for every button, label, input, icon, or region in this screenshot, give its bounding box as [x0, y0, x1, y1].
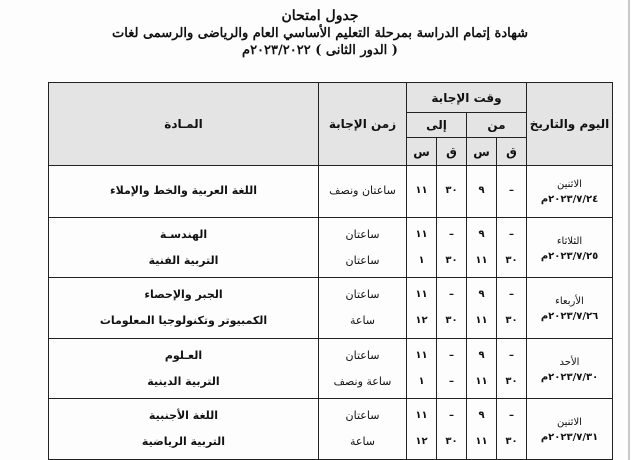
from-hour: ١١: [475, 254, 488, 266]
day-date-cell: [527, 166, 613, 218]
day-name: الأحد: [559, 356, 580, 368]
to-hour-cell: [407, 166, 437, 218]
exam-table-body: [49, 166, 613, 460]
from-hour-cell: [467, 217, 497, 278]
to-hour-cell: [407, 399, 437, 460]
answer-duration: ساعتان: [345, 409, 380, 423]
title-line-1: جدول امتحان: [281, 8, 359, 24]
from-minute: –: [509, 349, 514, 361]
exam-date: ٢٠٢٣/٧/٣١م: [540, 432, 599, 444]
to-minute: ٣٠: [445, 185, 458, 197]
subject-name: التربية الدينية: [147, 374, 220, 388]
to-minute-cell: [437, 278, 467, 339]
from-hour-cell: [467, 399, 497, 460]
from-minute-cell: [497, 278, 527, 339]
to-minute-cell: [437, 166, 467, 218]
answer-duration-cell: [319, 278, 407, 339]
from-hour-cell: [467, 338, 497, 399]
from-minute: –: [509, 410, 514, 422]
to-minute: ٣٠: [445, 254, 458, 266]
to-minute: –: [449, 349, 454, 361]
answer-duration: ساعتان: [345, 348, 380, 362]
title-line-2: شهادة إتمام الدراسة بمرحلة التعليم الأساسي العام والرياضى والرسمى لغات: [112, 26, 528, 41]
from-hour: ٩: [478, 289, 485, 301]
from-minute: ٣٠: [505, 254, 518, 266]
from-minute: –: [509, 289, 514, 301]
to-hour: ١: [418, 375, 425, 387]
answer-duration: ساعتان: [345, 253, 380, 267]
answer-duration: ساعة: [349, 435, 376, 449]
to-minute: ٣٠: [445, 436, 458, 448]
subject-name: الهندسـة: [159, 227, 208, 241]
answer-duration: ساعتان: [345, 227, 380, 241]
from-minute-cell: [497, 217, 527, 278]
to-hour: ١١: [415, 228, 428, 240]
to-minute: –: [449, 410, 454, 422]
header-duration: زمن الإجابة: [319, 83, 407, 166]
from-minute: –: [509, 185, 514, 197]
table-row: [49, 278, 613, 339]
from-minute-cell: [497, 338, 527, 399]
exam-date: ٢٠٢٣/٧/٣٠م: [540, 371, 599, 383]
from-hour: ٩: [478, 349, 485, 361]
from-hour: ١١: [475, 375, 488, 387]
answer-duration-cell: [319, 166, 407, 218]
to-minute-cell: [437, 399, 467, 460]
to-hour: ١٢: [415, 436, 428, 448]
day-date-cell: [527, 217, 613, 278]
exam-date: ٢٠٢٣/٧/٢٥م: [540, 250, 599, 262]
header-to-s: س: [407, 138, 437, 166]
from-hour: ٩: [478, 410, 485, 422]
subject-name-cell: [49, 217, 319, 278]
to-minute-cell: [437, 338, 467, 399]
to-minute: –: [449, 375, 454, 387]
header-to-q: ق: [437, 138, 467, 166]
header-from: من: [467, 113, 527, 138]
header-from-s: س: [467, 138, 497, 166]
subject-name-cell: [49, 278, 319, 339]
subject-name: التربية الرياضية: [141, 435, 226, 449]
document-title: [40, 8, 600, 59]
from-hour: ١١: [475, 315, 488, 327]
subject-name: اللغة العربية والخط والإملاء: [109, 184, 258, 198]
title-line-3: ( الدور الثانى ) ٢٠٢٣/٢٠٢٢م: [242, 43, 398, 58]
from-minute-cell: [497, 399, 527, 460]
subject-name: الكمبيوتر وتكنولوجيا المعلومات: [99, 314, 268, 328]
day-date-cell: [527, 278, 613, 339]
day-name: الاثنين: [557, 179, 582, 191]
to-minute: ٣٠: [445, 315, 458, 327]
header-answer-time: وقت الإجابة: [407, 83, 527, 113]
exam-date: ٢٠٢٣/٧/٢٤م: [540, 194, 599, 206]
from-hour-cell: [467, 278, 497, 339]
to-hour-cell: [407, 338, 437, 399]
answer-duration: ساعة ونصف: [333, 374, 392, 388]
to-hour: ١١: [415, 410, 428, 422]
exam-date: ٢٠٢٣/٧/٢٦م: [540, 311, 599, 323]
answer-duration: ساعتان: [345, 288, 380, 302]
subject-name-cell: [49, 338, 319, 399]
answer-duration-cell: [319, 338, 407, 399]
subject-name: اللغة الأجنبية: [148, 409, 219, 423]
subject-name: التربية الفنية: [148, 253, 219, 267]
header-subject: المـادة: [49, 83, 319, 166]
to-minute-cell: [437, 217, 467, 278]
from-minute-cell: [497, 166, 527, 218]
answer-duration: ساعة: [349, 314, 376, 328]
to-hour-cell: [407, 217, 437, 278]
to-hour: ١: [418, 254, 425, 266]
from-hour: ٩: [478, 185, 485, 197]
header-from-q: ق: [497, 138, 527, 166]
answer-duration-cell: [319, 217, 407, 278]
to-hour: ١١: [415, 289, 428, 301]
to-minute: –: [449, 289, 454, 301]
from-minute: –: [509, 228, 514, 240]
day-name: الثلاثاء: [556, 235, 583, 247]
from-minute: ٣٠: [505, 436, 518, 448]
from-minute: ٣٠: [505, 375, 518, 387]
answer-duration-cell: [319, 399, 407, 460]
subject-name: العـلوم: [164, 348, 203, 362]
answer-duration: ساعتان ونصف: [329, 184, 396, 198]
subject-name-cell: [49, 166, 319, 218]
exam-schedule-table: [48, 82, 613, 460]
to-hour-cell: [407, 278, 437, 339]
to-hour: ١١: [415, 185, 428, 197]
day-name: الاثنين: [557, 417, 582, 429]
header-to: إلى: [407, 113, 467, 138]
to-minute: –: [449, 228, 454, 240]
from-hour: ١١: [475, 436, 488, 448]
day-date-cell: [527, 399, 613, 460]
subject-name: الجبر والإحصاء: [144, 288, 223, 302]
from-minute: ٣٠: [505, 315, 518, 327]
to-hour: ١٢: [415, 315, 428, 327]
table-row: [49, 399, 613, 460]
table-row: [49, 338, 613, 399]
day-date-cell: [527, 338, 613, 399]
header-day-date: اليوم والتاريخ: [527, 83, 613, 166]
from-hour: ٩: [478, 228, 485, 240]
table-row: [49, 217, 613, 278]
from-hour-cell: [467, 166, 497, 218]
table-row: [49, 166, 613, 218]
to-hour: ١١: [415, 349, 428, 361]
day-name: الأربعاء: [555, 296, 584, 308]
subject-name-cell: [49, 399, 319, 460]
